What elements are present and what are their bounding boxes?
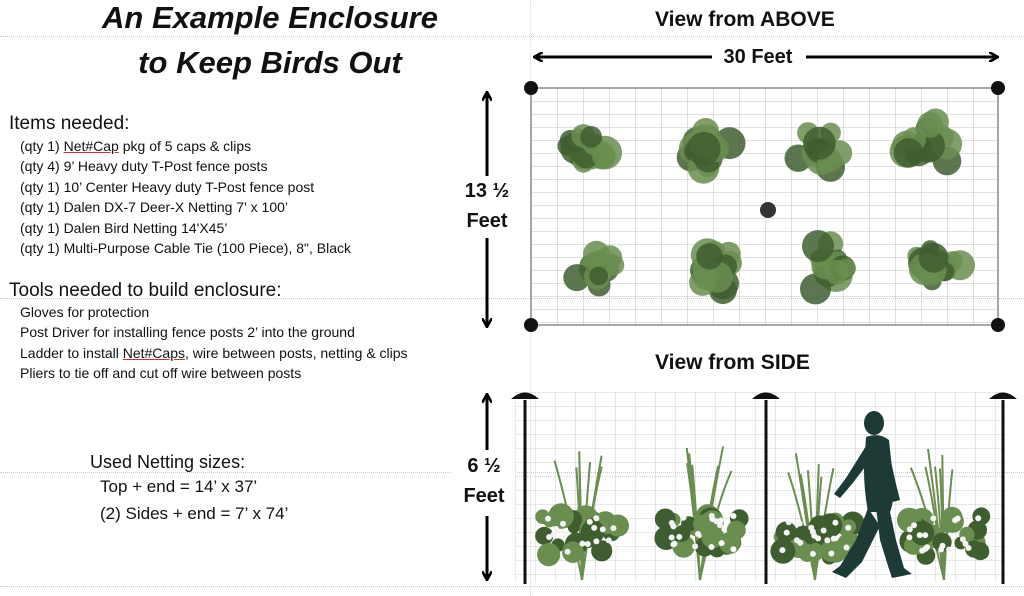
netting-size-sides: (2) Sides + end = 7’ x 74’ — [100, 504, 289, 523]
list-item: (qty 1) Dalen DX-7 Deer-X Netting 7' x 100’ — [20, 199, 289, 215]
list-item: Pliers to tie off and cut off wire between posts — [20, 365, 302, 381]
post-corner-top-left — [524, 81, 538, 95]
list-item: (qty 1) 10’ Center Heavy duty T-Post fence post — [20, 179, 315, 195]
list-item: (qty 1) Dalen Bird Netting 14'X45’ — [20, 220, 228, 236]
list-item: Ladder to install Net#Caps, wire between posts, netting & clips — [20, 345, 408, 361]
side-view-title: View from SIDE — [655, 351, 810, 374]
depth-dimension-label: 13 ½ Feet — [455, 176, 519, 236]
net-caps-link[interactable]: Net#Caps — [122, 345, 185, 361]
netting-heading: Used Netting sizes: — [90, 452, 246, 472]
net-cap-link[interactable]: Net#Cap — [63, 138, 119, 154]
center-post — [760, 202, 776, 218]
above-view-title: View from ABOVE — [655, 8, 835, 31]
list-item: Post Driver for installing fence posts 2’ into the ground — [20, 324, 355, 340]
page-title-line1: An Example Enclosure — [102, 0, 438, 35]
list-item: Gloves for protection — [20, 304, 150, 320]
page-title-line2: to Keep Birds Out — [138, 45, 402, 80]
tools-heading: Tools needed to build enclosure: — [9, 280, 282, 301]
list-item: (qty 1) Multi-Purpose Cable Tie (100 Piece), 8", Black — [20, 240, 351, 256]
items-heading: Items needed: — [9, 113, 130, 134]
list-item: (qty 4) 9’ Heavy duty T-Post fence posts — [20, 158, 268, 174]
top-view-enclosure — [524, 81, 1005, 332]
post-corner-bottom-left — [524, 318, 538, 332]
post-corner-bottom-right — [991, 318, 1005, 332]
list-item: (qty 1) Net#Cap pkg of 5 caps & clips — [20, 138, 252, 154]
plant-top-6 — [689, 238, 742, 304]
post-corner-top-right — [991, 81, 1005, 95]
width-dimension-label: 30 Feet — [712, 43, 804, 71]
height-dimension-label: 6 ½ Feet — [452, 451, 516, 511]
netting-size-top: Top + end = 14’ x 37’ — [100, 477, 258, 496]
side-view-enclosure — [511, 392, 1017, 584]
